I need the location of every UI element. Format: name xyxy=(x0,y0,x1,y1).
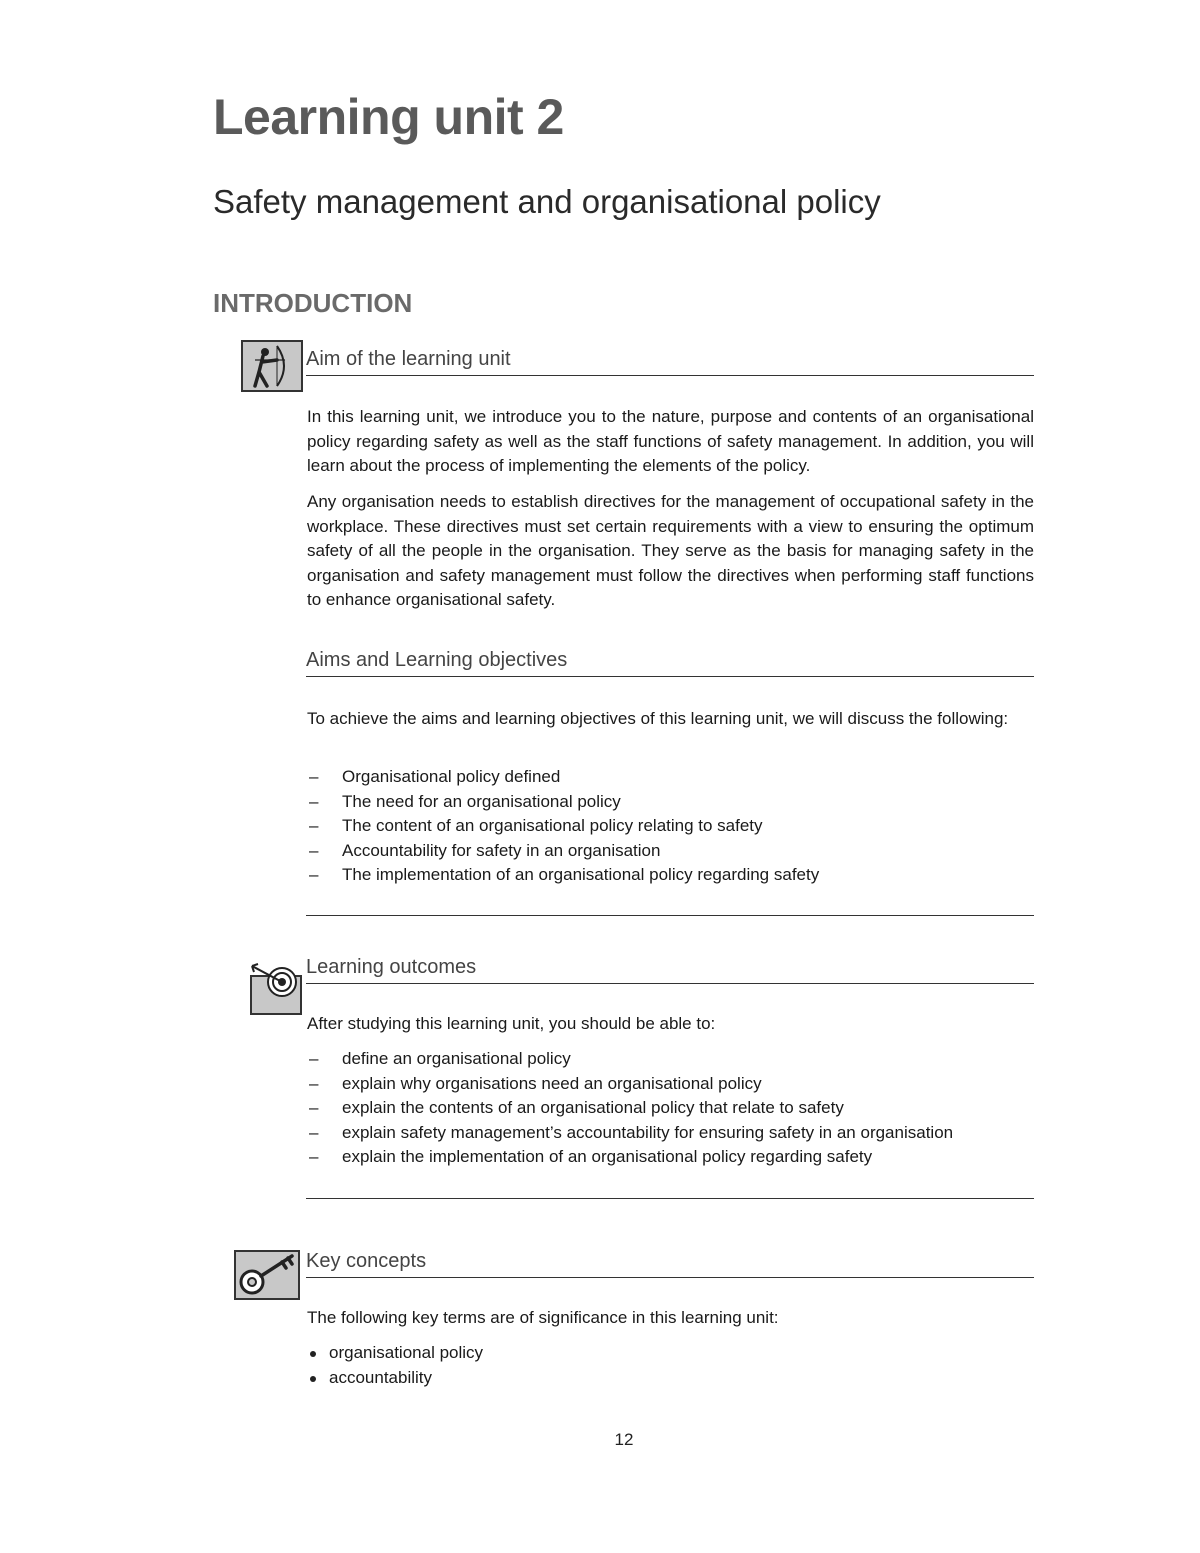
key-concepts-intro: The following key terms are of significance in this learning unit: xyxy=(307,1308,779,1327)
list-item: – The implementation of an organisational policy regarding safety xyxy=(307,863,1034,888)
target-icon xyxy=(250,962,302,1021)
unit-title: Learning unit 2 xyxy=(213,89,564,145)
outcomes-heading: Learning outcomes xyxy=(306,956,1034,984)
list-item: – explain the implementation of an organisational policy regarding safety xyxy=(307,1145,1034,1170)
list-item: accountability xyxy=(307,1366,1034,1391)
list-item: – explain the contents of an organisational policy that relate to safety xyxy=(307,1096,1034,1121)
page-number: 12 xyxy=(614,1430,634,1449)
outcomes-list xyxy=(307,1047,1034,1170)
introduction-heading: INTRODUCTION xyxy=(213,288,413,318)
outcomes-intro: After studying this learning unit, you should be able to: xyxy=(307,1014,716,1033)
archer-icon xyxy=(241,340,303,397)
list-item: organisational policy xyxy=(307,1341,1034,1366)
key-icon xyxy=(234,1250,300,1305)
section-divider xyxy=(306,915,1034,916)
unit-subtitle: Safety management and organisational policy xyxy=(213,183,881,220)
key-concepts-list xyxy=(307,1341,1034,1390)
list-item: – explain why organisations need an organisational policy xyxy=(307,1072,1034,1097)
list-item: – define an organisational policy xyxy=(307,1047,1034,1072)
list-item: – Organisational policy defined xyxy=(307,765,1034,790)
list-item: – explain safety management’s accountability for ensuring safety in an organisation xyxy=(307,1121,1034,1146)
objectives-heading: Aims and Learning objectives xyxy=(306,649,1034,677)
aim-paragraph-2: Any organisation needs to establish directives for the management of occupational safety in the workplace. These directives must set certain requirements with a view to ensuring the optimum safety of all the people in the organisation. They serve as the basis for managing safety in the organisation and safety management must follow the directives when performing staff functions to enhance organisational safety. xyxy=(307,492,1034,609)
key-concepts-heading: Key concepts xyxy=(306,1250,1034,1278)
list-item: – Accountability for safety in an organisation xyxy=(307,839,1034,864)
aim-paragraph-1: In this learning unit, we introduce you to the nature, purpose and contents of an organisational policy regarding safety as well as the staff functions of safety management. In addition, you will learn about the process of implementing the elements of the policy. xyxy=(307,407,1034,475)
list-item: – The content of an organisational policy relating to safety xyxy=(307,814,1034,839)
objectives-list xyxy=(307,765,1034,888)
aim-heading: Aim of the learning unit xyxy=(306,348,1034,376)
list-item: – The need for an organisational policy xyxy=(307,790,1034,815)
section-divider xyxy=(306,1198,1034,1199)
objectives-intro: To achieve the aims and learning objectives of this learning unit, we will discuss the following: xyxy=(307,709,1009,728)
